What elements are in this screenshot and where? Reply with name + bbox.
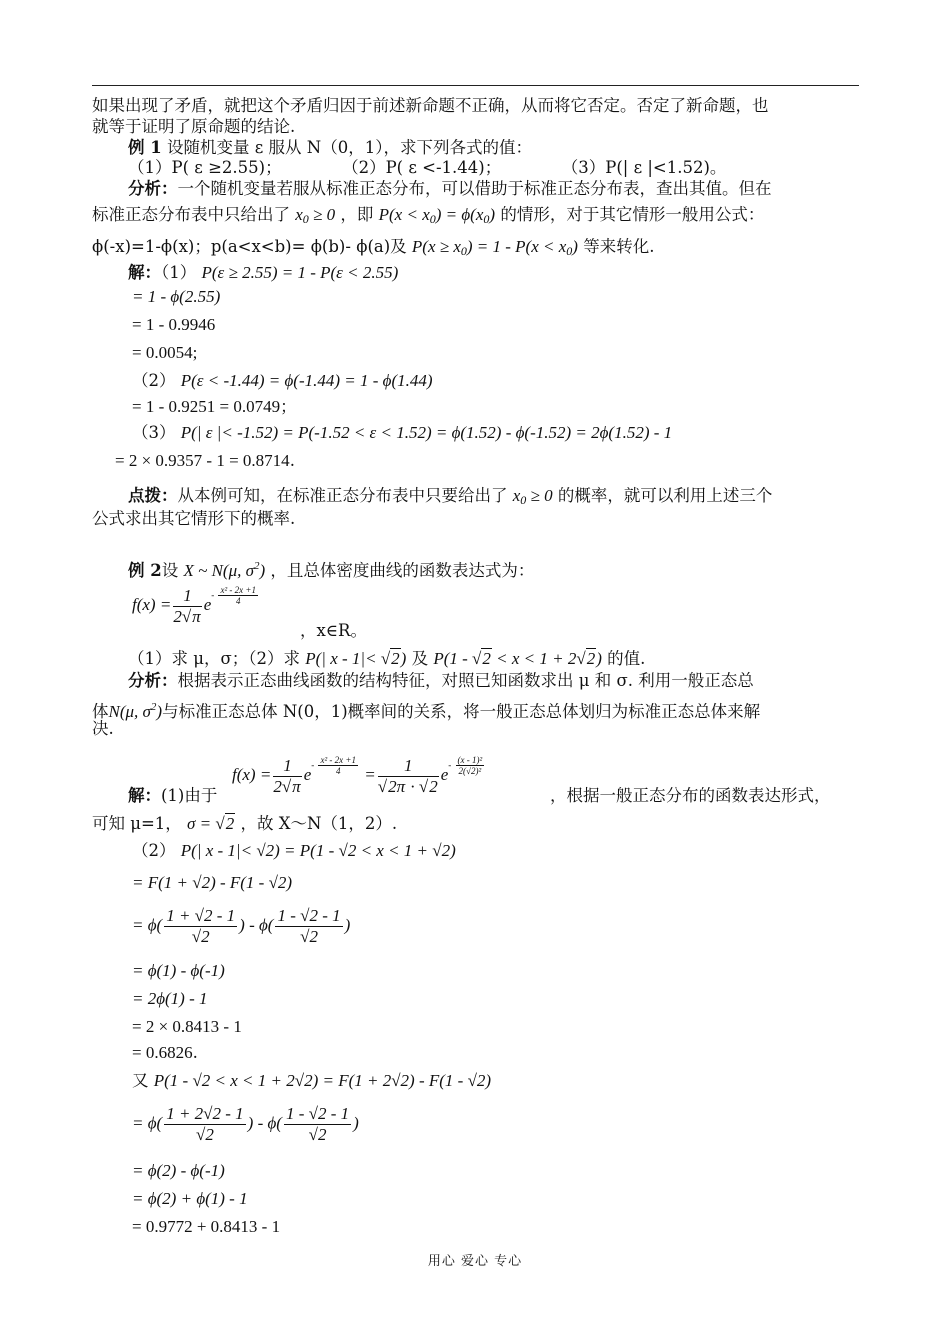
example1-sol-1 (128, 262, 398, 284)
example2-again-expr: P(1 - √2 < x < 1 + 2√2) = F(1 + 2√2) - F(1 - √2) (153, 1071, 492, 1090)
example2-analysis-text-2b: 与标准正态总体 N(0，1)概率间的关系，将一般正态总体划归为标准正态总体来解 (162, 702, 761, 721)
example2-s2-l1-expr: P(| x - 1|< √2) = P(1 - √2 < x < 1 + √2) (180, 841, 456, 860)
example1-label: 例 1 (128, 138, 162, 157)
example1-analysis-2 (92, 204, 764, 230)
example2-analysis-label: 分析： (128, 671, 178, 690)
example2-a-l5: = 0.9772 + 0.8413 - 1 (132, 1217, 281, 1236)
example2-sol-1 (128, 785, 217, 807)
tip-text-1a: 从本例可知，在标准正态分布表中只要给出了 (177, 486, 508, 505)
math-x-normal: X ~ N(μ, $\sigma^2$) (183, 560, 266, 580)
sol-2-line-2-end: ； (280, 397, 297, 416)
sol-1-line-4: = 0.0054; (132, 343, 198, 362)
example2-s2-l7-expr: = 0.6826 (132, 1043, 193, 1062)
sol-3-line-2-end: . (289, 451, 295, 470)
example2-analysis-text-2a: 体 (92, 702, 109, 721)
analysis-text-2b: ，即 (340, 205, 374, 224)
example2-a-l3: = ϕ(2) - ϕ(-1) (132, 1161, 225, 1180)
example2-s2-l1 (132, 840, 456, 862)
math-complement: P(x ≥ x0) = 1 - P(x < x0) (411, 237, 578, 258)
math-q2b: P(1 - √2 < x < 1 + 2√2) (433, 649, 602, 668)
formula-end: 等来转化. (583, 237, 655, 256)
example1-q1: （1）P( ε ≥2.55)； (128, 158, 282, 177)
example1-stem-text: 设随机变量 ε 服从 N（0，1），求下列各式的值： (166, 138, 532, 157)
example2-q-b: 及 (411, 649, 429, 668)
example1-analysis-1 (128, 178, 772, 200)
header-rule (92, 85, 859, 86)
example1-stem (128, 137, 532, 159)
example2-s2-l6: = 2 × 0.8413 - 1 (132, 1017, 242, 1036)
intro-line-2: 就等于证明了原命题的结论. (92, 117, 296, 136)
solution-label: 解： (128, 263, 161, 282)
math-fx-expanded: f(x) = $\frac{1}{2√\pi}$ $e^{- \frac{\text{x² - 2x +1}}{4}}$ = $\frac{1}{√2\pi \cdot √2}$ $e^{- \frac{\text{(x - 1)²}}{\text{2(√2)²}}}$ (232, 755, 483, 796)
sol-1-line-3: = 1 - 0.9946 (132, 315, 216, 334)
example2-analysis-3: 决. (92, 719, 114, 738)
math-q2a: P(| x - 1|< √2) (305, 649, 407, 668)
example2-again-label: 又 (132, 1071, 149, 1090)
example1-formula (92, 236, 654, 262)
example2-stem (128, 555, 534, 582)
example2-sol-line-2a: 可知 μ=1， (92, 814, 182, 833)
formula-text: ϕ(-x)=1-ϕ(x)；p(a<x<b)= ϕ(b)- ϕ(a)及 (92, 237, 407, 256)
example2-questions (128, 648, 645, 670)
example2-analysis-1 (128, 670, 754, 692)
sol-2-line-2 (132, 396, 297, 418)
sol-2-tag: （2） (132, 371, 176, 390)
example2-sol-b: ，根据一般正态分布的函数表达形式， (550, 786, 831, 805)
example1-q2: （2）P( ε <-1.44)； (342, 158, 502, 177)
example1-q3: （3）P(| ε |<1.52)。 (561, 158, 727, 177)
example2-s2-l4: = ϕ(1) - ϕ(-1) (132, 961, 225, 980)
example2-a-l2: = ϕ( $\frac{1 + 2√2 - 1}{√2}$ ) - ϕ( $\frac{1 - √2 - 1}{√2}$ ) (132, 1104, 359, 1144)
analysis-text-1: 一个随机变量若服从标准正态分布，可以借助于标准正态分布表，查出其值。但在 (177, 179, 772, 198)
tip-text-1b: 的概率，就可以利用上述三个 (557, 486, 773, 505)
analysis-label: 分析： (128, 179, 178, 198)
sol-1-expr: P(ε ≥ 2.55) = 1 - P(ε < 2.55) (201, 263, 399, 282)
math-sigma: σ = √2 (187, 814, 235, 833)
sol-1-line-2: = 1 - ϕ(2.55) (132, 287, 221, 306)
example2-q-a: （1）求 μ，σ；（2）求 (128, 649, 300, 668)
page-footer: 用心 爱心 专心 (427, 1254, 523, 1269)
tip-line-2: 公式求出其它情形下的概率. (92, 509, 296, 528)
sol-2-line-2-expr: = 1 - 0.9251 = 0.0749 (132, 397, 281, 416)
example2-sol-line-2 (92, 813, 397, 835)
math-x0-ge-0: x0 ≥ 0 (295, 205, 336, 226)
example1-questions (128, 157, 726, 179)
example2-q-c: 的值. (607, 649, 646, 668)
example2-s2-l7 (132, 1042, 198, 1064)
example2-s2-l3: = ϕ( $\frac{1 + √2 - 1}{√2}$ ) - ϕ( $\frac{1 - √2 - 1}{√2}$ ) (132, 906, 351, 946)
example2-s2-l2: = F(1 + √2) - F(1 - √2) (132, 873, 293, 892)
density-tail: ，x∈R。 (300, 621, 367, 640)
example2-a-l4: = ϕ(2) + ϕ(1) - 1 (132, 1189, 248, 1208)
math-x0-ge-0-tip: x0 ≥ 0 (512, 486, 553, 507)
sol-3-expr: P(| ε |< -1.52) = P(-1.52 < ε < 1.52) = ϕ(1.52) - ϕ(-1.52) = 2ϕ(1.52) - 1 (180, 423, 673, 442)
sol-3-line-2 (115, 450, 295, 472)
example2-s2-tag: （2） (132, 841, 176, 860)
math-p-x-lt-x0: P(x < x0) = ϕ(x0) (378, 205, 496, 226)
example2-solution-label: 解： (128, 786, 161, 805)
example1-sol-2 (132, 370, 433, 392)
math-density: f(x) = $\frac{1}{2√\pi}$ $e^{- \frac{\text{x² - 2x +1}}{4}}$ (132, 585, 256, 626)
example2-fx-expanded (232, 755, 486, 797)
math-n-mu-sigma: N(μ, $\sigma^2$) (108, 701, 163, 721)
example2-label: 例 2 (128, 561, 162, 580)
analysis-text-2a: 标准正态分布表中只给出了 (92, 205, 290, 224)
example2-analysis-text-1: 根据表示正态曲线函数的结构特征，对照已知函数求出 μ 和 σ. 利用一般正态总 (177, 671, 754, 690)
sol-2-expr: P(ε < -1.44) = ϕ(-1.44) = 1 - ϕ(1.44) (180, 371, 433, 390)
example2-analysis-2 (92, 696, 760, 723)
example2-s2-l5: = 2ϕ(1) - 1 (132, 989, 208, 1008)
example1-sol-3 (132, 422, 672, 444)
sol-1-tag: （1） (161, 263, 197, 282)
example2-stem-a: 设 (161, 561, 179, 580)
example2-stem-b: ，且总体密度曲线的函数表达式为： (270, 561, 535, 580)
example2-sol-a: (1)由于 (161, 786, 218, 805)
example2-s2-l7-end: . (192, 1043, 198, 1062)
example2-sol-line-2b: ，故 X～N（1，2）. (240, 814, 398, 833)
intro-line-1: 如果出现了矛盾，就把这个矛盾归因于前述新命题不正确，从而将它否定。否定了新命题，也 (92, 96, 769, 115)
analysis-text-2c: 的情形，对于其它情形一般用公式： (500, 205, 765, 224)
sol-3-tag: （3） (132, 423, 176, 442)
tip-label: 点拨： (128, 486, 178, 505)
example2-again (132, 1070, 491, 1092)
sol-3-line-2-expr: = 2 × 0.9357 - 1 = 0.8714 (115, 451, 290, 470)
example2-density (132, 585, 260, 627)
